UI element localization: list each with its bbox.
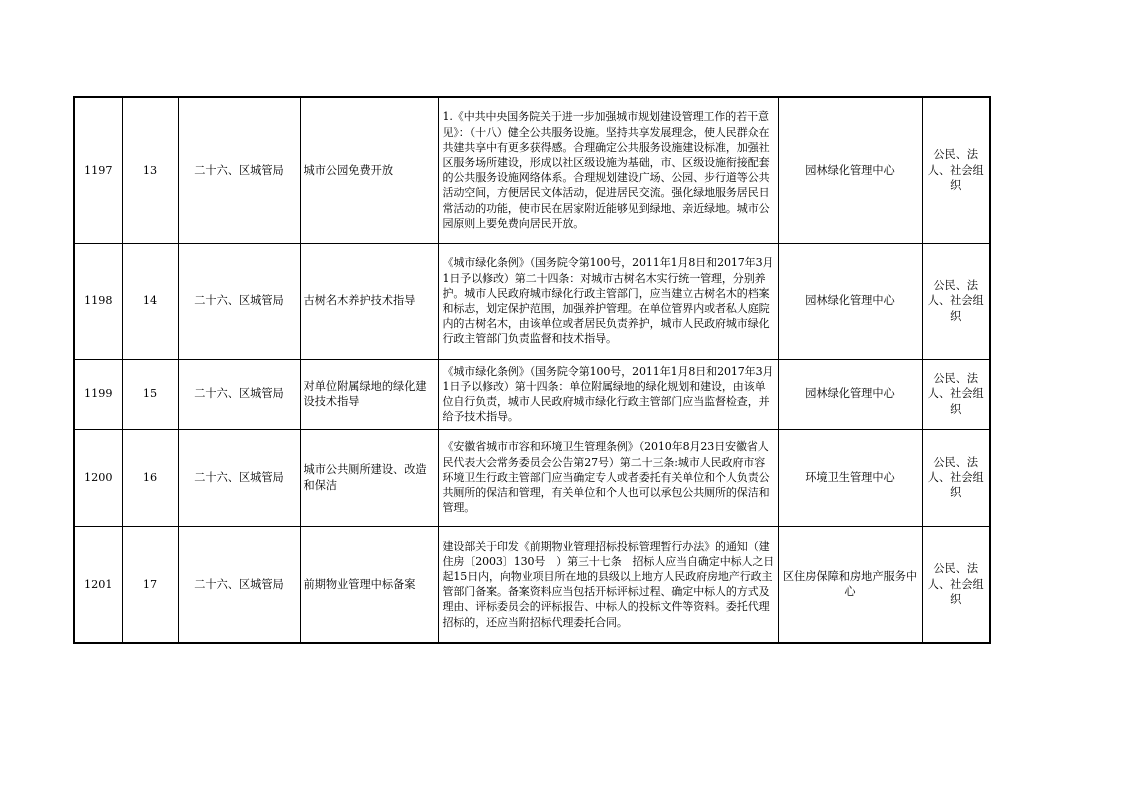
- implementing-unit: 园林绿化管理中心: [778, 97, 922, 243]
- implementing-unit: 园林绿化管理中心: [778, 243, 922, 359]
- department: 二十六、区城管局: [178, 429, 300, 526]
- item-number: 17: [122, 526, 178, 643]
- table-row: [74, 359, 990, 429]
- service-items-table: [73, 96, 991, 644]
- service-object: 公民、法人、社会组织: [922, 359, 990, 429]
- department: 二十六、区城管局: [178, 97, 300, 243]
- legal-basis: 建设部关于印发《前期物业管理招标投标管理暂行办法》的通知（建住房〔2003〕130号 ）第三十七条 招标人应当自确定中标人之日起15日内，向物业项目所在地的县级以上地方人民政府房地产行政主管部门备案。备案资料应当包括开标评标过程、确定中标人的方式及理由、评标委员会的评标报告、中标人的投标文件等资料。委托代理招标的，还应当附招标代理委托合同。: [438, 526, 778, 643]
- service-item: 古树名木养护技术指导: [300, 243, 438, 359]
- department: 二十六、区城管局: [178, 243, 300, 359]
- service-object: 公民、法人、社会组织: [922, 526, 990, 643]
- item-number: 14: [122, 243, 178, 359]
- sequence-number: 1198: [74, 243, 122, 359]
- legal-basis: 《城市绿化条例》（国务院令第100号，2011年1月8日和2017年3月1日予以修改）第二十四条：对城市古树名木实行统一管理，分别养护。城市人民政府城市绿化行政主管部门，应当建立古树名木的档案和标志，划定保护范围，加强养护管理。在单位管界内或者私人庭院内的古树名木，由该单位或者居民负责养护，城市人民政府城市绿化行政主管部门负责监督和技术指导。: [438, 243, 778, 359]
- service-item: 对单位附属绿地的绿化建设技术指导: [300, 359, 438, 429]
- sequence-number: 1197: [74, 97, 122, 243]
- item-number: 15: [122, 359, 178, 429]
- legal-basis: 《城市绿化条例》（国务院令第100号，2011年1月8日和2017年3月1日予以修改）第十四条：单位附属绿地的绿化规划和建设，由该单位自行负责，城市人民政府城市绿化行政主管部门应当监督检查，并给予技术指导。: [438, 359, 778, 429]
- service-item: 前期物业管理中标备案: [300, 526, 438, 643]
- table-row: [74, 429, 990, 526]
- service-object: 公民、法人、社会组织: [922, 243, 990, 359]
- sequence-number: 1199: [74, 359, 122, 429]
- item-number: 13: [122, 97, 178, 243]
- table-row: [74, 526, 990, 643]
- legal-basis: 《安徽省城市市容和环境卫生管理条例》（2010年8月23日安徽省人民代表大会常务委员会公告第27号）第二十三条:城市人民政府市容环境卫生行政主管部门应当确定专人或者委托有关单位和个人负责公共厕所的保洁和管理，有关单位和个人也可以承包公共厕所的保洁和管理。: [438, 429, 778, 526]
- table-row: [74, 243, 990, 359]
- department: 二十六、区城管局: [178, 359, 300, 429]
- service-item: 城市公园免费开放: [300, 97, 438, 243]
- implementing-unit: 园林绿化管理中心: [778, 359, 922, 429]
- legal-basis: 1.《中共中央国务院关于进一步加强城市规划建设管理工作的若干意见》：（十八）健全公共服务设施。坚持共享发展理念，使人民群众在共建共享中有更多获得感。合理确定公共服务设施建设标准，加强社区服务场所建设，形成以社区级设施为基础，市、区级设施衔接配套的公共服务设施网络体系。合理规划建设广场、公园、步行道等公共活动空间，方便居民文体活动，促进居民交流。强化绿地服务居民日常活动的功能，使市民在居家附近能够见到绿地、亲近绿地。城市公园原则上要免费向居民开放。: [438, 97, 778, 243]
- sequence-number: 1200: [74, 429, 122, 526]
- implementing-unit: 环境卫生管理中心: [778, 429, 922, 526]
- service-item: 城市公共厕所建设、改造和保洁: [300, 429, 438, 526]
- department: 二十六、区城管局: [178, 526, 300, 643]
- implementing-unit: 区住房保障和房地产服务中心: [778, 526, 922, 643]
- item-number: 16: [122, 429, 178, 526]
- sequence-number: 1201: [74, 526, 122, 643]
- service-object: 公民、法人、社会组织: [922, 429, 990, 526]
- table-row: [74, 97, 990, 243]
- service-object: 公民、法人、社会组织: [922, 97, 990, 243]
